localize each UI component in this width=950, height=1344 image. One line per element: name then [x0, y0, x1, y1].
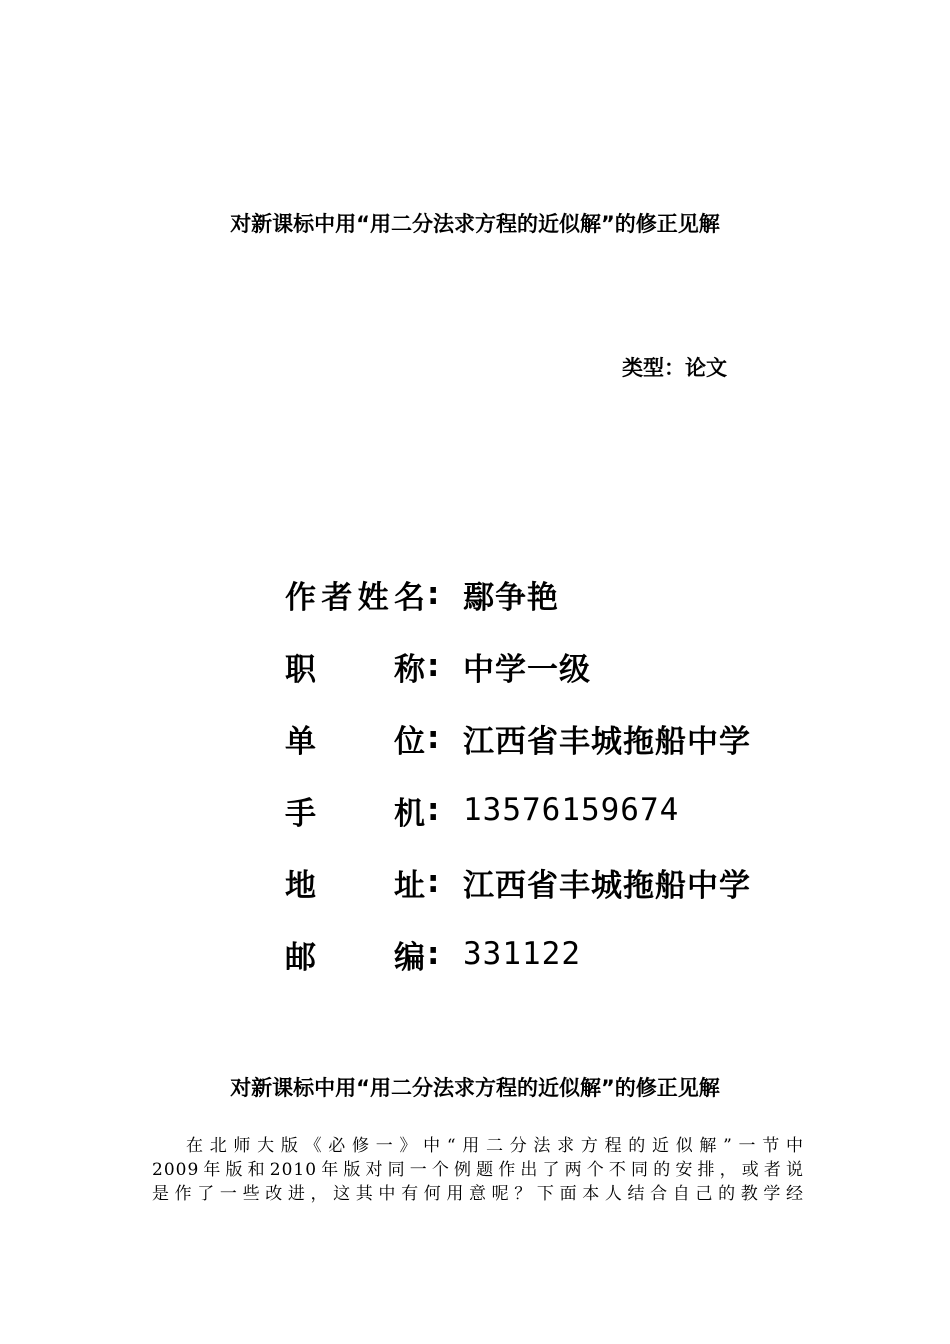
body-line: 2009年版和2010年版对同一个例题作出了两个不同的安排，或者说	[152, 1160, 804, 1180]
info-label-phone: 手 机	[285, 795, 425, 832]
body-line: 是作了一些改进，这其中有何用意呢？下面本人结合自己的教学经	[152, 1184, 804, 1204]
body-title: 对新课标中用“用二分法求方程的近似解”的修正见解	[230, 1076, 720, 1100]
info-row-postcode	[285, 918, 845, 990]
info-value-unit: 江西省丰城拖船中学	[463, 723, 751, 760]
info-label-postcode: 邮 编	[285, 939, 425, 976]
info-value-postcode: 331122	[463, 936, 581, 972]
info-colon: :	[427, 648, 440, 684]
document-type: 类型：论文	[622, 356, 727, 380]
info-colon: :	[427, 720, 440, 756]
info-label-unit: 单 位	[285, 723, 425, 760]
info-row-author	[285, 558, 845, 630]
info-row-unit	[285, 702, 845, 774]
info-colon: :	[427, 864, 440, 900]
info-colon: :	[427, 792, 440, 828]
info-label-address: 地 址	[285, 867, 425, 904]
info-colon: :	[427, 936, 440, 972]
info-label-author: 作 者 姓 名	[285, 579, 425, 616]
body-line: 在北师大版《必修一》中“用二分法求方程的近似解”一节中	[186, 1136, 804, 1156]
info-row-title-rank	[285, 630, 845, 702]
info-colon: :	[427, 576, 440, 612]
info-row-phone	[285, 774, 845, 846]
info-value-address: 江西省丰城拖船中学	[463, 867, 751, 904]
info-value-title-rank: 中学一级	[463, 651, 591, 688]
info-label-title-rank: 职 称	[285, 651, 425, 688]
body-paragraph	[152, 1134, 804, 1206]
info-row-address	[285, 846, 845, 918]
document-title: 对新课标中用“用二分法求方程的近似解”的修正见解	[230, 212, 720, 236]
info-value-phone: 13576159674	[463, 792, 680, 828]
author-info-block	[285, 558, 845, 990]
info-value-author: 鄢争艳	[463, 579, 559, 616]
